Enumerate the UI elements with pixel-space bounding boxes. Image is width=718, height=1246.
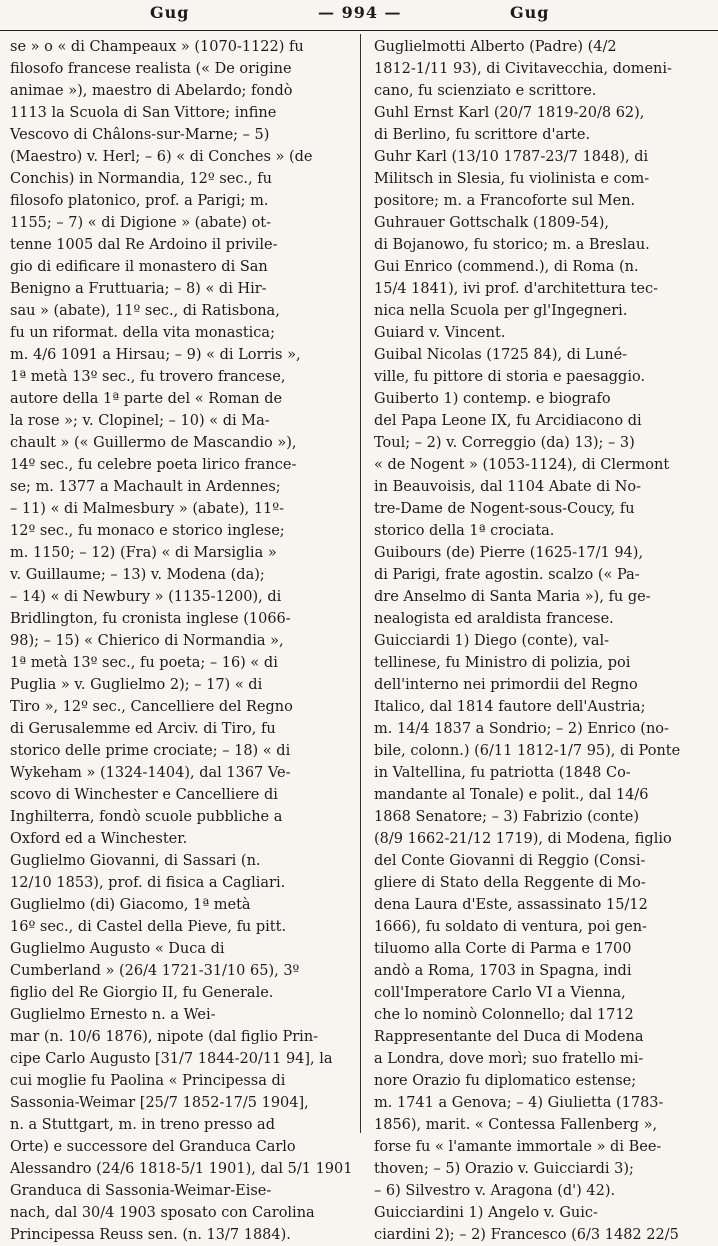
- right-column-text-line: ciardini 2); – 2) Francesco (6/3 1482 22/5: [374, 1227, 679, 1243]
- left-column-text-line: 14º sec., fu celebre poeta lirico france-: [10, 457, 297, 473]
- right-column-text-line: in Beauvoisis, dal 1104 Abate di No-: [374, 479, 642, 495]
- right-column-text-line: Italico, dal 1814 fautore dell'Austria;: [374, 699, 646, 715]
- right-column-text-line: tiluomo alla Corte di Parma e 1700: [374, 941, 632, 957]
- right-column-text-line: di Bojanowo, fu storico; m. a Breslau.: [374, 237, 650, 253]
- right-column-text-line: thoven; – 5) Orazio v. Guicciardi 3);: [374, 1161, 634, 1177]
- right-column-text-line: 1666), fu soldato di ventura, poi gen-: [374, 919, 647, 935]
- left-column-text-line: Benigno a Fruttuaria; – 8) « di Hir-: [10, 281, 267, 297]
- right-column-text-line: Guhl Ernst Karl (20/7 1819-20/8 62),: [374, 105, 645, 121]
- right-column-text-line: positore; m. a Francoforte sul Men.: [374, 193, 636, 209]
- right-column-text-line: nica nella Scuola per gl'Ingegneri.: [374, 303, 628, 319]
- header-left-keyword: Gug: [150, 3, 190, 22]
- left-column-text-line: filosofo francese realista (« De origine: [10, 61, 292, 77]
- right-column-text-line: Gui Enrico (commend.), di Roma (n.: [374, 259, 639, 275]
- left-column-text-line: Tiro », 12º sec., Cancelliere del Regno: [10, 699, 293, 715]
- right-column-text-line: Guhr Karl (13/10 1787-23/7 1848), di: [374, 149, 649, 165]
- left-column-text-line: di Gerusalemme ed Arciv. di Tiro, fu: [10, 721, 276, 737]
- left-column-text-line: animae »), maestro di Abelardo; fondò: [10, 83, 293, 99]
- left-column-text-line: sau » (abate), 11º sec., di Ratisbona,: [10, 303, 280, 319]
- page-number: — 994 —: [318, 3, 402, 22]
- right-column-text-line: 1868 Senatore; – 3) Fabrizio (conte): [374, 809, 640, 825]
- left-column-text-line: Guglielmo Giovanni, di Sassari (n.: [10, 853, 261, 869]
- left-column: [10, 36, 353, 1243]
- left-column-text-line: Guglielmo Augusto « Duca di: [10, 941, 225, 957]
- right-column-text-line: Toul; – 2) v. Correggio (da) 13); – 3): [374, 435, 635, 451]
- right-column-text-line: a Londra, dove morì; suo fratello mi-: [374, 1051, 644, 1067]
- right-column-text-line: coll'Imperatore Carlo VI a Vienna,: [374, 985, 626, 1001]
- left-column-text-line: la rose »; v. Clopinel; – 10) « di Ma-: [10, 413, 270, 429]
- left-column-text-line: Vescovo di Châlons-sur-Marne; – 5): [10, 127, 270, 143]
- left-column-text-line: tenne 1005 dal Re Ardoino il privile-: [10, 237, 278, 253]
- left-column-text-line: fu un riformat. della vita monastica;: [10, 325, 275, 341]
- left-column-text-line: 12º sec., fu monaco e storico inglese;: [10, 523, 285, 539]
- left-column-text-line: 98); – 15) « Chierico di Normandia »,: [10, 633, 284, 649]
- left-column-text-line: Sassonia-Weimar [25/7 1852-17/5 1904],: [10, 1095, 309, 1111]
- left-column-text-line: Orte) e successore del Granduca Carlo: [10, 1139, 296, 1155]
- right-column-text-line: dell'interno nei primordii del Regno: [374, 677, 638, 693]
- left-column-text-line: gio di edificare il monastero di San: [10, 259, 268, 275]
- left-column-text-line: filosofo platonico, prof. a Parigi; m.: [10, 193, 269, 209]
- right-column-text-line: Guiard v. Vincent.: [374, 325, 506, 341]
- right-column-text-line: Guhrauer Gottschalk (1809-54),: [374, 215, 610, 231]
- right-column-text-line: mandante al Tonale) e polit., dal 14/6: [374, 787, 649, 803]
- left-column-text-line: Alessandro (24/6 1818-5/1 1901), dal 5/1 1901: [10, 1161, 353, 1177]
- left-column-text-line: Wykeham » (1324-1404), dal 1367 Ve-: [10, 765, 291, 781]
- left-column-text-line: Conchis) in Normandia, 12º sec., fu: [10, 171, 272, 187]
- right-column-text-line: tre-Dame de Nogent-sous-Coucy, fu: [374, 501, 635, 517]
- right-column-text-line: nealogista ed araldista francese.: [374, 611, 614, 627]
- right-column-text-line: 15/4 1841), ivi prof. d'architettura tec-: [374, 281, 658, 297]
- right-column-text-line: bile, colonn.) (6/11 1812-1/7 95), di Ponte: [374, 743, 681, 759]
- left-column-text-line: storico delle prime crociate; – 18) « di: [10, 743, 291, 759]
- right-column-text-line: andò a Roma, 1703 in Spagna, indi: [374, 963, 632, 979]
- left-column-text-line: m. 4/6 1091 a Hirsau; – 9) « di Lorris »,: [10, 347, 301, 363]
- left-column-text-line: Bridlington, fu cronista inglese (1066-: [10, 611, 291, 627]
- left-column-text-line: Guglielmo Ernesto n. a Wei-: [10, 1007, 216, 1023]
- right-column-text-line: (8/9 1662-21/12 1719), di Modena, figlio: [374, 831, 672, 847]
- right-column-text-line: m. 14/4 1837 a Sondrio; – 2) Enrico (no-: [374, 721, 669, 737]
- left-column-text-line: (Maestro) v. Herl; – 6) « di Conches » (de: [10, 149, 313, 165]
- right-column-text-line: – 6) Silvestro v. Aragona (d') 42).: [374, 1183, 616, 1199]
- right-column-text-line: « de Nogent » (1053-1124), di Clermont: [374, 457, 670, 473]
- header-right-keyword: Gug: [510, 3, 550, 22]
- right-column-text-line: ville, fu pittore di storia e paesaggio.: [374, 369, 646, 385]
- right-column-text-line: in Valtellina, fu patriotta (1848 Co-: [374, 765, 631, 781]
- right-column-text-line: Guibours (de) Pierre (1625-17/1 94),: [374, 545, 644, 561]
- right-column-text-line: di Parigi, frate agostin. scalzo (« Pa-: [374, 567, 640, 583]
- right-column-text-line: del Papa Leone IX, fu Arcidiacono di: [374, 413, 642, 429]
- right-column-text-line: nore Orazio fu diplomatico estense;: [374, 1073, 637, 1089]
- left-column-text-line: 1155; – 7) « di Digione » (abate) ot-: [10, 215, 272, 231]
- left-column-text-line: se » o « di Champeaux » (1070-1122) fu: [10, 39, 304, 55]
- right-column-text-line: storico della 1ª crociata.: [374, 523, 555, 539]
- left-column-text-line: cipe Carlo Augusto [31/7 1844-20/11 94], la: [10, 1051, 333, 1067]
- left-column-text-line: cui moglie fu Paolina « Principessa di: [10, 1073, 286, 1089]
- left-column-text-line: Cumberland » (26/4 1721-31/10 65), 3º: [10, 963, 300, 979]
- left-column-text-line: v. Guillaume; – 13) v. Modena (da);: [10, 567, 265, 583]
- right-column-text-line: 1812-1/11 93), di Civitavecchia, domeni-: [374, 61, 672, 77]
- left-column-text-line: se; m. 1377 a Machault in Ardennes;: [10, 479, 281, 495]
- right-column-text-line: di Berlino, fu scrittore d'arte.: [374, 127, 591, 143]
- right-column-text-line: Guglielmotti Alberto (Padre) (4/2: [374, 39, 617, 55]
- left-column-text-line: figlio del Re Giorgio II, fu Generale.: [10, 985, 274, 1001]
- right-column-text-line: Militsch in Slesia, fu violinista e com-: [374, 171, 650, 187]
- left-column-text-line: m. 1150; – 12) (Fra) « di Marsiglia »: [10, 545, 277, 561]
- right-column-text-line: cano, fu scienziato e scrittore.: [374, 83, 597, 99]
- left-column-text-line: Oxford ed a Winchester.: [10, 831, 188, 847]
- left-column-text-line: mar (n. 10/6 1876), nipote (dal figlio Prin-: [10, 1029, 319, 1045]
- right-column-text-line: Guicciardini 1) Angelo v. Guic-: [374, 1205, 598, 1221]
- right-column-text-line: tellinese, fu Ministro di polizia, poi: [374, 655, 631, 671]
- right-column-text-line: 1856), marit. « Contessa Fallenberg »,: [374, 1117, 658, 1133]
- column-divider: [360, 34, 361, 1133]
- left-column-text-line: Granduca di Sassonia-Weimar-Eise-: [10, 1183, 272, 1199]
- right-column-text-line: dena Laura d'Este, assassinato 15/12: [374, 897, 648, 913]
- left-column-text-line: Inghilterra, fondò scuole pubbliche a: [10, 809, 283, 825]
- left-column-text-line: 1ª metà 13º sec., fu poeta; – 16) « di: [10, 655, 278, 671]
- right-column-text-line: forse fu « l'amante immortale » di Bee-: [374, 1139, 662, 1155]
- left-column-text-line: – 11) « di Malmesbury » (abate), 11º-: [10, 501, 284, 517]
- left-column-text-line: – 14) « di Newbury » (1135-1200), di: [10, 589, 282, 605]
- page-header: [0, 0, 718, 31]
- right-column-text-line: dre Anselmo di Santa Maria »), fu ge-: [374, 589, 651, 605]
- left-column-text-line: nach, dal 30/4 1903 sposato con Carolina: [10, 1205, 315, 1221]
- left-column-text-line: Principessa Reuss sen. (n. 13/7 1884).: [10, 1227, 291, 1243]
- right-column-text-line: m. 1741 a Genova; – 4) Giulietta (1783-: [374, 1095, 664, 1111]
- right-column: [374, 36, 710, 1243]
- right-column-text-line: Guicciardi 1) Diego (conte), val-: [374, 633, 610, 649]
- left-column-text-line: chault » (« Guillermo de Mascandio »),: [10, 435, 297, 451]
- left-column-text-line: 12/10 1853), prof. di fisica a Cagliari.: [10, 875, 286, 891]
- left-column-text-line: n. a Stuttgart, m. in treno presso ad: [10, 1117, 275, 1133]
- right-column-text-line: Guiberto 1) contemp. e biografo: [374, 391, 611, 407]
- right-column-text-line: Guibal Nicolas (1725 84), di Luné-: [374, 347, 628, 363]
- right-column-text-line: del Conte Giovanni di Reggio (Consi-: [374, 853, 646, 869]
- left-column-text-line: scovo di Winchester e Cancelliere di: [10, 787, 278, 803]
- left-column-text-line: 1ª metà 13º sec., fu trovero francese,: [10, 369, 286, 385]
- left-column-text-line: 16º sec., di Castel della Pieve, fu pitt.: [10, 919, 287, 935]
- right-column-text-line: che lo nominò Colonnello; dal 1712: [374, 1007, 634, 1023]
- right-column-text-line: Rappresentante del Duca di Modena: [374, 1029, 644, 1045]
- left-column-text-line: 1113 la Scuola di San Vittore; infine: [10, 105, 277, 121]
- left-column-text-line: autore della 1ª parte del « Roman de: [10, 391, 283, 407]
- right-column-text-line: gliere di Stato della Reggente di Mo-: [374, 875, 646, 891]
- left-column-text-line: Guglielmo (di) Giacomo, 1ª metà: [10, 897, 251, 913]
- left-column-text-line: Puglia » v. Guglielmo 2); – 17) « di: [10, 677, 263, 693]
